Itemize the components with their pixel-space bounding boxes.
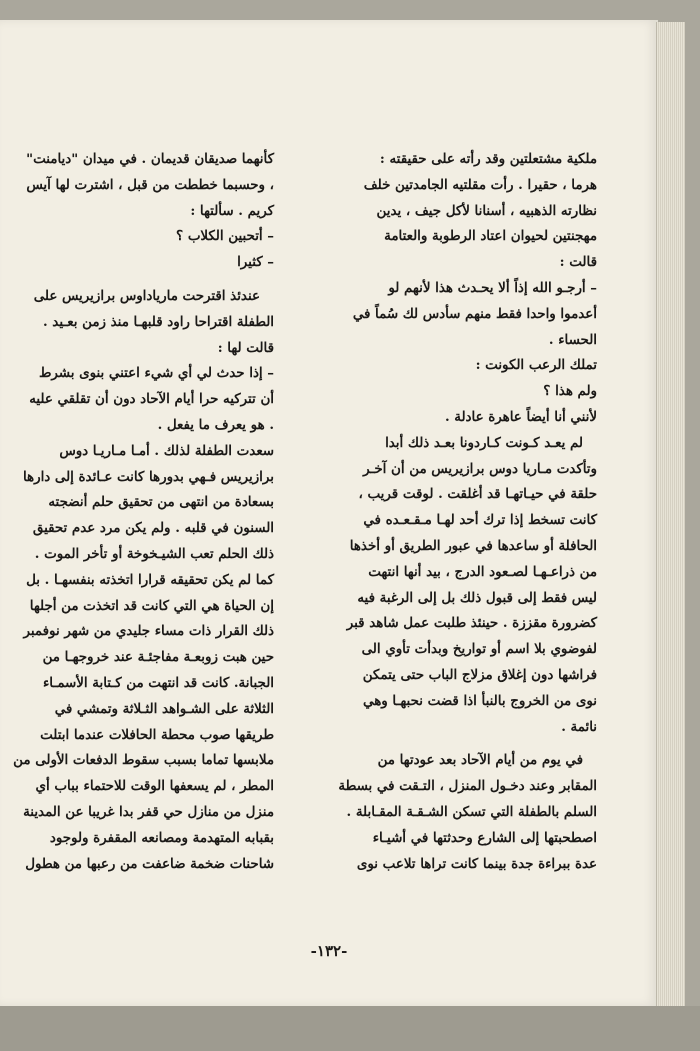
text-line: وتأكدت مـاريا دوس برازيريس من أن آخـر (363, 460, 597, 477)
text-column-left (13, 147, 274, 877)
text-line: المطر ، لم يسعفها الوقت للاحتماء بباب أي (35, 778, 274, 795)
page-number: -١٣٢- (310, 942, 348, 960)
text-line: برازيريس فـهي بدورها كانت عـائدة إلى دارها (22, 468, 274, 485)
text-line: ولم هذا ؟ (543, 383, 597, 400)
text-line: قالت : (559, 254, 597, 271)
text-line: المقابر وعند دخـول المنزل ، التـقت في بسطة (338, 778, 597, 795)
text-line: عدة ببراءة جدة بينما كانت تراها تلاعب نوى (356, 855, 597, 872)
text-line: كأنهما صديقان قديمان . في ميدان "ديامنت" (26, 151, 274, 167)
text-line: نظارته الذهبيه ، أسنانا لأكل جيف ، يدين (376, 202, 597, 219)
text-line: ليس فقط إلى قبول ذلك بل إلى الرغبة فيه (357, 589, 597, 606)
text-line: نوى من الخروج بالنبأ اذا قضت نحبهـا وهي (363, 692, 597, 709)
text-line: ملكية مشتعلتين وقد رأته على حقيقته : (379, 151, 597, 167)
text-line: ملابسها تماما بسبب سقوط الدفعات الأولى من (13, 752, 274, 769)
text-line: – أتحبين الكلاب ؟ (176, 228, 274, 245)
text-line: سعدت الطفلة لذلك . أمـا مـاريـا دوس (59, 442, 274, 459)
text-line: كانت تسخط إذا ترك أحد لهـا مـقـعـده في (363, 512, 597, 529)
text-line: كما لم يكن تحقيقه قرارا اتخذته بنفسهـا . بل (26, 571, 274, 588)
text-line: أعدموا واحدا فقط منهم سأدس لك سُماً في (352, 305, 597, 322)
text-line: بسعادة من انتهى من تحقيق حلم أنضجته (48, 494, 274, 511)
text-line: فراشها دون إغلاق مزلاج الباب حتى يتمكن (362, 666, 597, 683)
text-line: الطفلة اقتراحا راود قلبهـا منذ زمن بعـيد . (42, 313, 274, 330)
text-line: الحافلة أو ساعدها في عبور الطريق أو أخذها (349, 537, 597, 554)
text-line: إن الحياة هي التي كانت قد اتخذت من أجلها (29, 597, 274, 614)
text-line: هرما ، حقيرا . رأت مقلتيه الجامدتين خلف (363, 176, 597, 193)
text-line: – أرجـو الله إذاً ألا يحـدث هذا لأنهم لو (388, 279, 597, 296)
text-line: لم يعـد كـونت كـاردونا بعـد ذلك أبدا (385, 434, 583, 451)
text-line: السلم بالطفلة التي تسكن الشـقـة المقـابلة . (346, 803, 597, 820)
text-line: الثلاثة على الشـواهد الثـلاثة وتمشي في (54, 700, 274, 717)
text-line: بقبابه المتهدمة ومصانعه المقفرة ولوجود (49, 829, 274, 846)
text-line: طريقها صوب محطة الحافلات عندما ابتلت (40, 726, 274, 743)
text-column-right (324, 147, 597, 877)
text-line: اصطحبتها إلى الشارع وحدثتها في أشيـاء (372, 829, 597, 846)
text-line: تملك الرعب الكونت : (475, 357, 597, 374)
text-line: . هو يعرف ما يفعل . (157, 416, 274, 433)
text-line: – كثيرا (237, 254, 274, 271)
text-line: أن تتركيه حرا أيام الآحاد دون أن تقلقي عليه (29, 391, 274, 408)
text-line: حين هبت زوبعـة مفاجئـة عند خروجهـا من (42, 649, 274, 666)
text-line: كضرورة مقززة . حينئذ طلبت عمل شاهد قبر (346, 615, 597, 632)
text-line: – إذا حدث لي أي شيء اعتني بنوى بشرط (39, 365, 274, 382)
text-line: نائمة . (561, 718, 597, 735)
text-line: ، وحسبما خططت من قبل ، اشترت لها آيس (26, 176, 274, 193)
text-line: مهجنتين لحيوان اعتاد الرطوبة والعتامة (384, 228, 597, 245)
text-line: لأنني أنا أيضاً عاهرة عادلة . (444, 408, 597, 425)
page-stack-edge (656, 22, 685, 1006)
text-line: حلقة في حيـاتهـا قد أغلقت . لوقت قريب ، (358, 486, 597, 503)
text-line: قالت لها : (217, 339, 274, 356)
book-page (0, 20, 658, 1006)
text-line: ذلك الحلم تعب الشيـخوخة أو تأخر الموت . (34, 545, 274, 562)
text-line: الجبانة. كانت قد انتهت من كـتابة الأسمـاء (43, 674, 274, 691)
text-line: لفوضوي بلا اسم أو تواريخ وبدأت تأوي الى (361, 641, 597, 658)
text-line: ذلك القرار ذات مساء جليدي من شهر نوفمبر (23, 623, 274, 640)
text-line: عندئذ اقترحت مارياداوس برازيريس على (33, 287, 260, 304)
text-line: في يوم من أيام الآحاد بعد عودتها من (377, 752, 583, 769)
text-line: كريم . سألتها : (190, 202, 274, 219)
text-line: من ذراعـهـا لصـعود الدرج ، بيد أنها انتهت (368, 563, 597, 580)
text-line: السنون في قلبه . ولم يكن مرد عدم تحقيق (32, 520, 274, 537)
text-line: منزل من منازل حي قفر بدا غريبا عن المدينة (23, 803, 274, 820)
text-line: شاحنات ضخمة ضاعفت من رعبها من هطول (25, 855, 274, 872)
background-surface (0, 1006, 700, 1051)
text-line: الحساء . (548, 331, 597, 348)
